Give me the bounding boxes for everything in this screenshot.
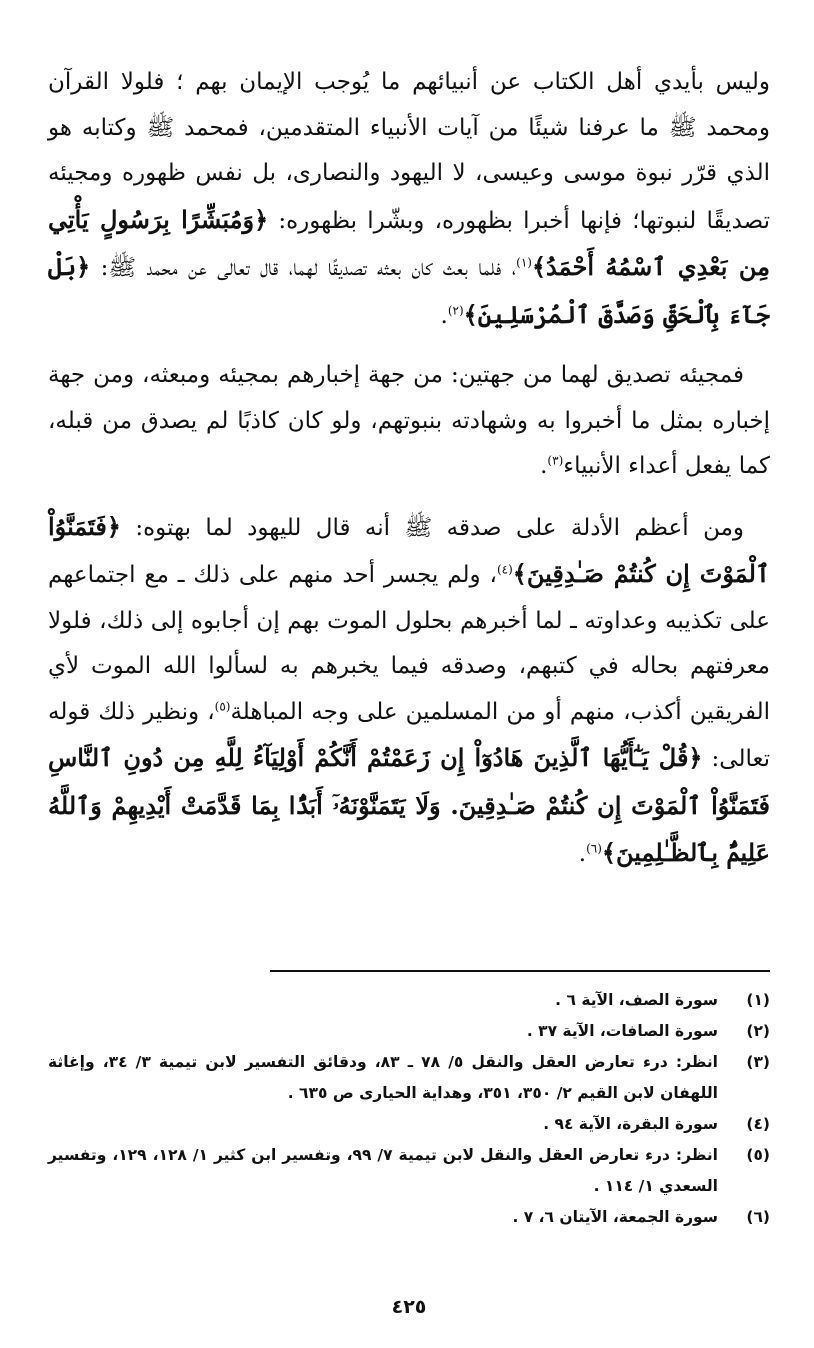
body-text: ، ولم يجسر أحد منهم على ذلك ـ مع اجتماعهم على تكذيبه وعداوته ـ لما أخبرهم بحلول الموت بهم إن أجابوه إلى ذلك، فلولا معرفتهم بحاله في كتبهم، وصدقه فيما يخبرهم به لسألوا الله الموت لأي الفريقين أكذب، منهم أو من المسلمين على وجه المباهلة xyxy=(48,562,770,725)
paragraph xyxy=(48,353,770,490)
page-number: ٤٢٥ xyxy=(391,1296,427,1318)
body-text: ، فلما بعث كان بعثه تصديقًا لهما، قال تعالى عن محمد ﷺ: xyxy=(90,255,517,281)
body-text: . xyxy=(578,841,587,867)
quran-verse: ﴿قُلْ يَـٰٓأَيُّهَا ٱلَّذِينَ هَادُوٓاْ إِن زَعَمْتُمْ أَنَّكُمْ أَوْلِيَآءُ لِلَّهِ مِن دُونِ ٱلنَّاسِ فَتَمَنَّوُاْ ٱلْمَوْتَ إِن كُنتُمْ صَـٰدِقِينَ. وَلَا يَتَمَنَّوْنَهُۥٓ أَبَدًۢا بِمَا قَدَّمَتْ أَيْدِيهِمْ وَٱللَّهُ عَلِيمٌۢ بِٱلظَّـٰلِمِينَ﴾ xyxy=(48,743,770,867)
footnote-number: (٢) xyxy=(746,1022,770,1040)
quran-verse: ﴿فَتَمَنَّوُاْ ٱلْمَوْتَ إِن كُنتُمْ صَـٰدِقِينَ﴾ xyxy=(48,511,770,588)
footnote-text: سورة الصافات، الآية ٣٧ . xyxy=(526,1022,718,1040)
footnote-number: (٣) xyxy=(746,1053,770,1071)
body-text: ، ونظير ذلك قوله تعالى: xyxy=(48,698,770,772)
footnote xyxy=(48,1047,770,1109)
quran-verse: ﴿وَمُبَشِّرًا بِرَسُولٍ يَأْتِي مِن بَعْدِي ٱسْمُهُ أَحْمَدُ﴾ xyxy=(48,204,770,281)
body-text: وليس بأيدي أهل الكتاب عن أنبيائهم ما يُوجب الإيمان بهم ؛ فلولا القرآن ومحمد ﷺ ما عرفنا شيئًا من آيات الأنبياء المتقدمين، فمحمد ﷺ وكتابه هو الذي قرّر نبوة موسى وعيسى، لا اليهود والنصارى، بل نفس ظهوره ومجيئه تصديقًا لنبوتها؛ فإنها أخبرا بظهوره، وبشّرا بظهوره: xyxy=(48,69,770,234)
main-text xyxy=(48,60,770,878)
footnote-number: (٤) xyxy=(746,1115,770,1133)
footnote-ref: (٢) xyxy=(447,302,464,317)
footnotes xyxy=(48,985,770,1233)
footnote-number: (٦) xyxy=(746,1208,770,1226)
footnote xyxy=(48,1140,770,1202)
footnote-text: انظر: درء تعارض العقل والنقل لابن تيمية ٧/ ٩٩، وتفسير ابن كثير ١/ ١٢٨، ١٢٩، وتفسير السعدي ١/ ١١٤ . xyxy=(48,1146,718,1195)
body-text: ومن أعظم الأدلة على صدقه ﷺ أنه قال لليهود لما بهتوه: xyxy=(120,514,744,541)
paragraph xyxy=(48,504,770,878)
footnote-number: (٥) xyxy=(746,1146,770,1164)
body-text: . xyxy=(440,302,448,329)
footnote-ref: (١) xyxy=(516,255,532,270)
footnote-text: سورة الجمعة، الآيتان ٦، ٧ . xyxy=(512,1208,718,1226)
body-text: . xyxy=(540,453,548,479)
quran-verse: ﴿بَلْ جَآءَ بِٱلْحَقِّ وَصَدَّقَ ٱلْمُرْسَلِينَ﴾ xyxy=(48,252,770,329)
book-page xyxy=(48,60,770,1330)
footnote-text: سورة البقرة، الآية ٩٤ . xyxy=(543,1115,718,1133)
footnote-ref: (٤) xyxy=(496,562,513,577)
footnote-number: (١) xyxy=(746,991,770,1009)
footnote-ref: (٥) xyxy=(214,698,231,713)
footnote-text: انظر: درء تعارض العقل والنقل ٥/ ٧٨ ـ ٨٣، ودقائق التفسير لابن تيمية ٣/ ٣٤، وإغاثة اللهفان لابن القيم ٢/ ٣٥٠، ٣٥١، وهداية الحيارى ص ٦٣٥ . xyxy=(48,1053,718,1102)
footnote-ref: (٦) xyxy=(586,841,602,856)
footnote xyxy=(48,1202,770,1233)
footnote-separator xyxy=(270,970,770,972)
body-text: فمجيئه تصديق لهما من جهتين: من جهة إخبارهم بمجيئه ومبعثه، ومن جهة إخباره بمثل ما أخبروا به وشهادته بنبوتهم، ولو كان كاذبًا لم يصدق من قبله، كما يفعل أعداء الأنبياء xyxy=(48,362,770,479)
footnote xyxy=(48,1109,770,1140)
footnote xyxy=(48,1016,770,1047)
footnote-text: سورة الصف، الآية ٦ . xyxy=(555,991,718,1009)
footnote xyxy=(48,985,770,1016)
paragraph xyxy=(48,60,770,339)
footnote-ref: (٣) xyxy=(547,453,564,468)
